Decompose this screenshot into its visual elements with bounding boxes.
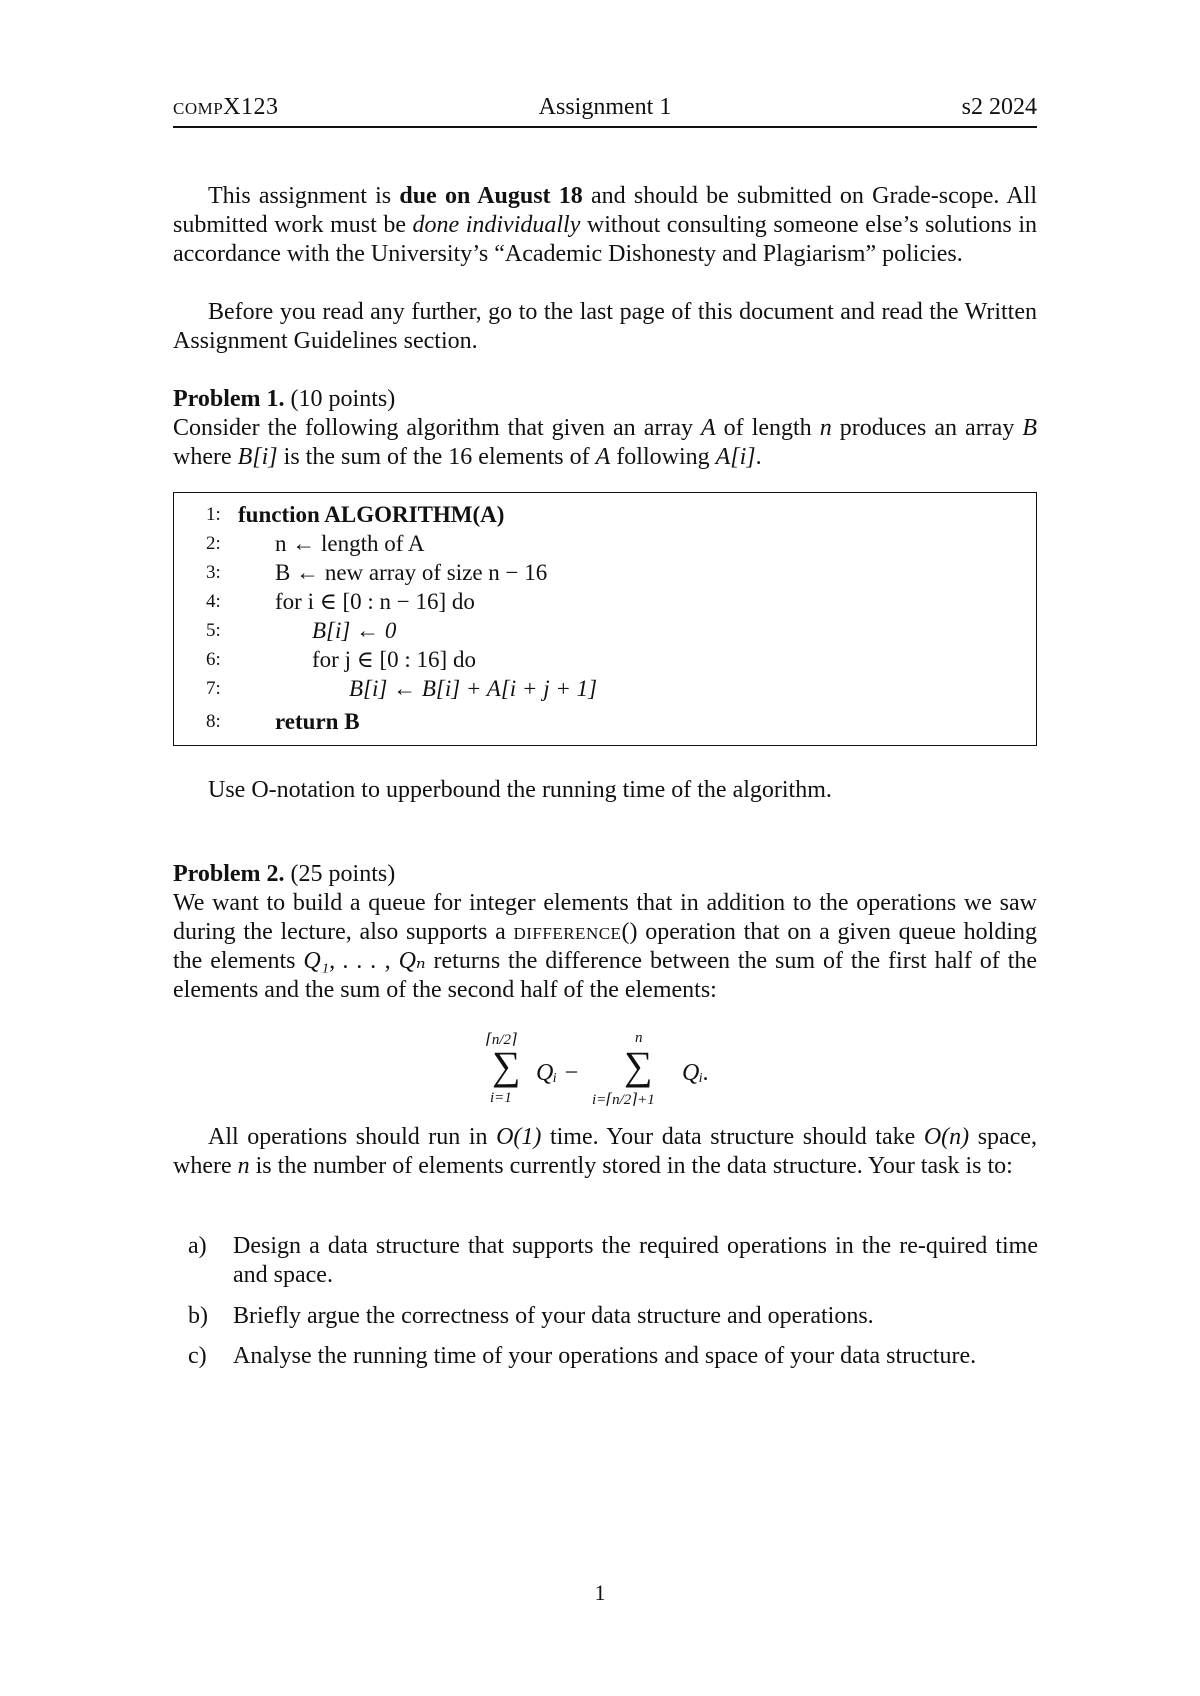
problem2-heading: Problem 2. (25 points)	[173, 861, 396, 887]
term2: Qᵢ.	[682, 1060, 710, 1086]
difference-formula	[470, 1030, 770, 1120]
problem1-question: Use O-notation to upperbound the running time of the algorithm.	[208, 777, 832, 803]
algo-code: B ← new array of size n − 16	[275, 560, 548, 585]
difference-operation: difference	[513, 919, 622, 945]
problem1-heading: Problem 1. (10 points)	[173, 386, 396, 412]
header-rule	[173, 126, 1037, 128]
page-header	[173, 94, 1037, 124]
algorithm-box: 1: function ALGORITHM(A) 2: n ← length of A 3: B ← new array of size n − 16 4: for i ∈ [0 : n − 16] do 5: B[i] ← 0 6: for j ∈ [0 : 16] do 7: B[i] ← B[i] + A[i + j + 1] 8: return B	[173, 492, 1037, 746]
sum2-upper: n	[635, 1030, 643, 1046]
individual-emphasis: done individually	[412, 212, 581, 238]
guidelines-paragraph: Before you read any further, go to the last page of this document and read the Written Assignment Guidelines section.	[173, 299, 1037, 354]
sum2-lower: i=⌈n/2⌉+1	[592, 1092, 655, 1108]
sum2-sigma: ∑	[624, 1043, 653, 1088]
algo-code: return B	[275, 709, 360, 734]
problem1-description: Consider the following algorithm that given an array A of length n produces an array B where B[i] is the sum of the 16 elements of A following A[i].	[173, 415, 1038, 470]
problem2-description: We want to build a queue for integer elements that in addition to the operations we saw during the lecture, also supports a difference() operation that on a given queue holding the elements Q₁, . . . , Qₙ returns the difference between the sum of the first half of the elements and the sum of the second half of the elements:	[173, 890, 1038, 1003]
term-label: s2 2024	[961, 94, 1037, 120]
algo-code: B[i] ← B[i] + A[i + j + 1]	[349, 676, 598, 701]
term1: Qᵢ −	[536, 1060, 580, 1086]
algo-code: B[i] ← 0	[312, 618, 397, 643]
algo-code: for i ∈ [0 : n − 16] do	[275, 589, 475, 614]
document-page: compX123 Assignment 1 s2 2024 This assignment is due on August 18 and should be submitted on Grade-scope. All submitted work must be done individually without consulting someone else’s solutions in accordance with the University’s “Academic Dishonesty and Plagiarism” policies. Before you read any further, go to the last page of this document and read the Written Assignment Guidelines section. Problem 1. (10 points) Consider the following algorithm that given an array A of length n produces an array B where B[i] is the sum of the 16 elements of A following A[i]. 1: function ALGORITHM(A) 2: n ← length of A 3: B ← new array of size n − 16 4: for i ∈ [0 : n − 16] do 5: B[i] ← 0 6: for j ∈ [0 : 16] do 7: B[i] ← B[i] + A[i + j + 1] 8: return B Use O-notation to upperbound the running time of the algorithm. Problem 2. (25 points) We want to build a queue for integer elements that in addition to the operations we saw during the lecture, also supports a difference() operation that on a given queue holding the elements Q₁, . . . , Qₙ returns the difference between the sum of the first half of the elements and the sum of the second half of the elements: ⌈n/2⌉ ∑ i=1 Qᵢ − n ∑ i=⌈n/2⌉+1 Qᵢ. All operations should run in O(1) time. Your data structure should take O(n) space, where n is the number of elements currently stored in the data structure. Your task is to: a) Design a data structure that supports the required operations in the re-quired time and space. b) Briefly argue the correctness of your data structure and operations. c) Analyse the running time of your operations and space of your data structure. 1	[0, 0, 1200, 1696]
course-code: compX123	[173, 94, 279, 120]
due-date: due on August 18	[399, 183, 583, 209]
algo-code: n ← length of A	[275, 531, 425, 556]
algo-code: function ALGORITHM(A)	[238, 502, 505, 527]
problem2-requirements: All operations should run in O(1) time. Your data structure should take O(n) space, where n is the number of elements currently stored in the data structure. Your task is to:	[173, 1124, 1038, 1179]
sum1-upper: ⌈n/2⌉	[486, 1032, 517, 1048]
algo-code: for j ∈ [0 : 16] do	[312, 647, 476, 672]
sum1-lower: i=1	[490, 1090, 512, 1106]
page-number: 1	[594, 1580, 606, 1605]
intro-paragraph: This assignment is due on August 18 and should be submitted on Grade-scope. All submitted work must be done individually without consulting someone else’s solutions in accordance with the University’s “Academic Dishonesty and Plagiarism” policies.	[173, 183, 1037, 267]
assignment-title: Assignment 1	[538, 94, 672, 120]
sum1-sigma: ∑	[492, 1043, 521, 1088]
